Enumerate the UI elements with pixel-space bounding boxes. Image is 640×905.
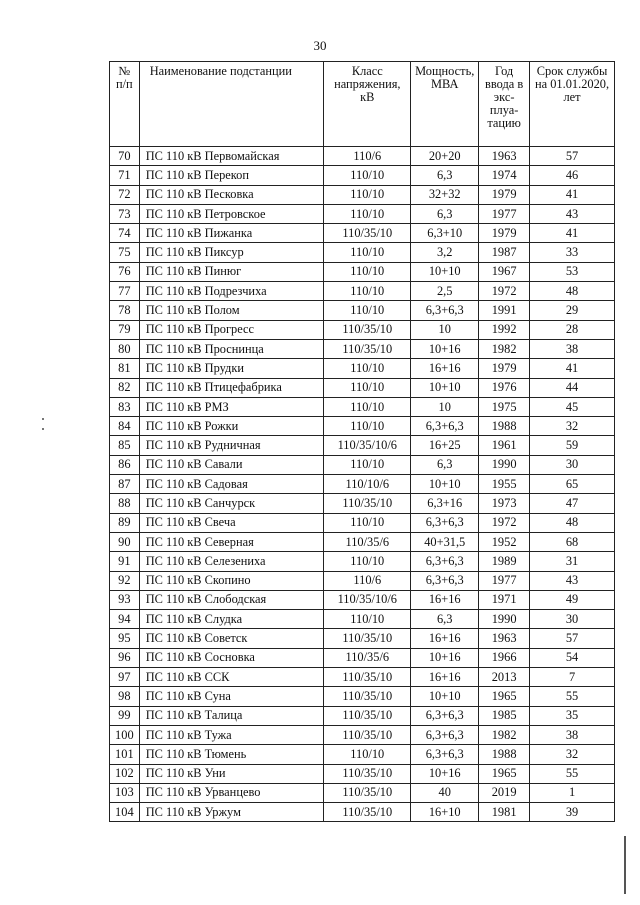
header-row [110,62,615,147]
table-row [110,417,615,436]
table-row [110,455,615,474]
table-row [110,378,615,397]
table-row [110,803,615,822]
service-life: 7 [530,668,615,687]
substation-table [109,61,615,822]
substation-name: ПС 110 кВ Тюмень [139,745,324,764]
commission-year: 1952 [479,532,530,551]
power-mva: 20+20 [411,147,479,166]
table-row [110,552,615,571]
service-life: 35 [530,706,615,725]
table-row [110,610,615,629]
voltage-class: 110/10 [324,513,411,532]
table-row [110,494,615,513]
commission-year: 1988 [479,745,530,764]
voltage-class: 110/10 [324,359,411,378]
voltage-class: 110/10 [324,166,411,185]
table-row [110,262,615,281]
row-number: 87 [110,475,140,494]
voltage-class: 110/10 [324,552,411,571]
row-number: 85 [110,436,140,455]
service-life: 30 [530,610,615,629]
service-life: 29 [530,301,615,320]
table-row [110,436,615,455]
power-mva: 6,3+6,3 [411,725,479,744]
row-number: 96 [110,648,140,667]
commission-year: 1971 [479,590,530,609]
row-number: 90 [110,532,140,551]
header-line: тацию [487,116,521,130]
service-life: 32 [530,745,615,764]
service-life: 53 [530,262,615,281]
substation-name: ПС 110 кВ Свеча [139,513,324,532]
voltage-class: 110/35/6 [324,648,411,667]
substation-name: ПС 110 кВ Урванцево [139,783,324,802]
row-number: 99 [110,706,140,725]
service-life: 41 [530,185,615,204]
service-life: 38 [530,725,615,744]
header-line: лет [563,90,581,104]
commission-year: 1979 [479,224,530,243]
service-life: 41 [530,224,615,243]
table-row [110,571,615,590]
power-mva: 10+10 [411,475,479,494]
power-mva: 40+31,5 [411,532,479,551]
power-mva: 16+16 [411,629,479,648]
power-mva: 6,3+6,3 [411,552,479,571]
substation-name: ПС 110 кВ Перекоп [139,166,324,185]
row-number: 94 [110,610,140,629]
header-line: МВА [431,77,459,91]
power-mva: 6,3 [411,166,479,185]
row-number: 75 [110,243,140,262]
commission-year: 1972 [479,282,530,301]
service-life: 44 [530,378,615,397]
table-row [110,590,615,609]
table-row [110,783,615,802]
substation-name: ПС 110 кВ Советск [139,629,324,648]
commission-year: 1955 [479,475,530,494]
service-life: 55 [530,687,615,706]
service-life: 57 [530,147,615,166]
power-mva: 40 [411,783,479,802]
header-voltage [324,62,411,147]
commission-year: 1979 [479,359,530,378]
voltage-class: 110/35/10 [324,629,411,648]
voltage-class: 110/35/10 [324,803,411,822]
voltage-class: 110/10/6 [324,475,411,494]
row-number: 82 [110,378,140,397]
row-number: 72 [110,185,140,204]
scan-dot [42,418,44,420]
voltage-class: 110/35/10 [324,725,411,744]
header-line: Год [495,64,514,78]
table-row [110,147,615,166]
commission-year: 1975 [479,397,530,416]
row-number: 89 [110,513,140,532]
service-life: 39 [530,803,615,822]
service-life: 45 [530,397,615,416]
power-mva: 3,2 [411,243,479,262]
commission-year: 1981 [479,803,530,822]
row-number: 73 [110,204,140,223]
commission-year: 1985 [479,706,530,725]
service-life: 48 [530,513,615,532]
table-row [110,359,615,378]
header-line: экс- [493,90,515,104]
commission-year: 1988 [479,417,530,436]
power-mva: 6,3 [411,610,479,629]
row-number: 83 [110,397,140,416]
header-line: Срок службы [536,64,608,78]
table-row [110,648,615,667]
substation-name: ПС 110 кВ Пижанка [139,224,324,243]
commission-year: 1977 [479,204,530,223]
row-number: 76 [110,262,140,281]
substation-name: ПС 110 кВ Скопино [139,571,324,590]
commission-year: 1973 [479,494,530,513]
header-line: ввода в [485,77,524,91]
power-mva: 6,3+6,3 [411,513,479,532]
row-number: 91 [110,552,140,571]
substation-name: ПС 110 кВ РМЗ [139,397,324,416]
substation-name: ПС 110 кВ Талица [139,706,324,725]
header-line: кВ [360,90,375,104]
voltage-class: 110/35/10 [324,494,411,513]
power-mva: 10 [411,320,479,339]
substation-name: ПС 110 кВ Прудки [139,359,324,378]
voltage-class: 110/6 [324,571,411,590]
power-mva: 16+16 [411,668,479,687]
row-number: 103 [110,783,140,802]
power-mva: 6,3+16 [411,494,479,513]
service-life: 68 [530,532,615,551]
voltage-class: 110/10 [324,417,411,436]
commission-year: 1982 [479,339,530,358]
service-life: 54 [530,648,615,667]
voltage-class: 110/10 [324,204,411,223]
substation-name: ПС 110 кВ Санчурск [139,494,324,513]
row-number: 104 [110,803,140,822]
power-mva: 6,3+6,3 [411,301,479,320]
table-row [110,532,615,551]
substation-name: ПС 110 кВ Суна [139,687,324,706]
power-mva: 10 [411,397,479,416]
power-mva: 6,3+6,3 [411,571,479,590]
power-mva: 16+10 [411,803,479,822]
commission-year: 1972 [479,513,530,532]
voltage-class: 110/10 [324,610,411,629]
substation-name: ПС 110 кВ Северная [139,532,324,551]
service-life: 38 [530,339,615,358]
commission-year: 2019 [479,783,530,802]
voltage-class: 110/10 [324,282,411,301]
commission-year: 1965 [479,764,530,783]
header-line: Класс [351,64,383,78]
voltage-class: 110/35/10 [324,339,411,358]
substation-name: ПС 110 кВ Рудничная [139,436,324,455]
table-row [110,397,615,416]
voltage-class: 110/6 [324,147,411,166]
row-number: 77 [110,282,140,301]
service-life: 57 [530,629,615,648]
table-row [110,764,615,783]
power-mva: 10+10 [411,262,479,281]
substation-name: ПС 110 кВ Проснинца [139,339,324,358]
row-number: 84 [110,417,140,436]
substation-name: ПС 110 кВ Петровское [139,204,324,223]
substation-name: ПС 110 кВ Слудка [139,610,324,629]
scan-mark [624,836,626,894]
table-row [110,706,615,725]
header-power [411,62,479,147]
row-number: 101 [110,745,140,764]
table-row [110,687,615,706]
substation-name: ПС 110 кВ Селезениха [139,552,324,571]
power-mva: 6,3+10 [411,224,479,243]
table-row [110,629,615,648]
table-row [110,185,615,204]
substation-name: ПС 110 кВ ССК [139,668,324,687]
header-name [139,62,324,147]
service-life: 1 [530,783,615,802]
voltage-class: 110/35/10 [324,764,411,783]
power-mva: 10+16 [411,339,479,358]
voltage-class: 110/35/10 [324,687,411,706]
power-mva: 6,3 [411,455,479,474]
power-mva: 10+10 [411,687,479,706]
commission-year: 1990 [479,455,530,474]
row-number: 79 [110,320,140,339]
voltage-class: 110/10 [324,243,411,262]
service-life: 31 [530,552,615,571]
substation-name: ПС 110 кВ Подрезчиха [139,282,324,301]
commission-year: 1989 [479,552,530,571]
row-number: 81 [110,359,140,378]
power-mva: 10+16 [411,648,479,667]
service-life: 46 [530,166,615,185]
substation-name: ПС 110 кВ Уни [139,764,324,783]
substation-name: ПС 110 кВ Пинюг [139,262,324,281]
page-number: 30 [313,38,327,53]
table-row [110,204,615,223]
voltage-class: 110/35/10 [324,668,411,687]
service-life: 65 [530,475,615,494]
commission-year: 1991 [479,301,530,320]
service-life: 48 [530,282,615,301]
commission-year: 1992 [479,320,530,339]
power-mva: 2,5 [411,282,479,301]
voltage-class: 110/35/10/6 [324,590,411,609]
substation-name: ПС 110 кВ Слободская [139,590,324,609]
header-line: Мощность, [415,64,475,78]
commission-year: 1990 [479,610,530,629]
commission-year: 1974 [479,166,530,185]
commission-year: 1976 [479,378,530,397]
row-number: 97 [110,668,140,687]
service-life: 32 [530,417,615,436]
row-number: 78 [110,301,140,320]
commission-year: 1967 [479,262,530,281]
commission-year: 1977 [479,571,530,590]
voltage-class: 110/10 [324,745,411,764]
substation-name: ПС 110 кВ Песковка [139,185,324,204]
commission-year: 1961 [479,436,530,455]
service-life: 41 [530,359,615,378]
power-mva: 32+32 [411,185,479,204]
voltage-class: 110/35/6 [324,532,411,551]
service-life: 30 [530,455,615,474]
commission-year: 1963 [479,629,530,648]
service-life: 43 [530,571,615,590]
power-mva: 6,3+6,3 [411,706,479,725]
table-row [110,339,615,358]
voltage-class: 110/35/10 [324,320,411,339]
commission-year: 1963 [479,147,530,166]
commission-year: 1966 [479,648,530,667]
table-body [110,147,615,822]
substation-name: ПС 110 кВ Полом [139,301,324,320]
power-mva: 16+16 [411,590,479,609]
header-line: напряжения, [334,77,401,91]
power-mva: 6,3+6,3 [411,417,479,436]
commission-year: 2013 [479,668,530,687]
voltage-class: 110/35/10 [324,783,411,802]
commission-year: 1965 [479,687,530,706]
header-line: на 01.01.2020, [535,77,610,91]
voltage-class: 110/10 [324,397,411,416]
service-life: 49 [530,590,615,609]
substation-name: ПС 110 кВ Тужа [139,725,324,744]
power-mva: 16+16 [411,359,479,378]
power-mva: 10+16 [411,764,479,783]
table-row [110,725,615,744]
voltage-class: 110/10 [324,185,411,204]
voltage-class: 110/35/10 [324,224,411,243]
service-life: 43 [530,204,615,223]
table-row [110,513,615,532]
scan-dot [42,428,44,430]
substation-name: ПС 110 кВ Птицефабрика [139,378,324,397]
header-line: Наименование подстанции [149,64,292,78]
power-mva: 6,3 [411,204,479,223]
row-number: 98 [110,687,140,706]
table-row [110,301,615,320]
substation-name: ПС 110 кВ Пиксур [139,243,324,262]
service-life: 59 [530,436,615,455]
power-mva: 6,3+6,3 [411,745,479,764]
service-life: 28 [530,320,615,339]
voltage-class: 110/10 [324,301,411,320]
row-number: 88 [110,494,140,513]
table-row [110,243,615,262]
row-number: 102 [110,764,140,783]
service-life: 47 [530,494,615,513]
service-life: 55 [530,764,615,783]
row-number: 92 [110,571,140,590]
row-number: 80 [110,339,140,358]
header-num [110,62,140,147]
substation-name: ПС 110 кВ Садовая [139,475,324,494]
row-number: 74 [110,224,140,243]
row-number: 71 [110,166,140,185]
substation-name: ПС 110 кВ Первомайская [139,147,324,166]
table-row [110,320,615,339]
substation-name: ПС 110 кВ Прогресс [139,320,324,339]
substation-name: ПС 110 кВ Рожки [139,417,324,436]
header-service [530,62,615,147]
voltage-class: 110/35/10/6 [324,436,411,455]
commission-year: 1982 [479,725,530,744]
header-line: № [118,64,131,78]
table-row [110,668,615,687]
power-mva: 10+10 [411,378,479,397]
table-row [110,282,615,301]
row-number: 86 [110,455,140,474]
table-row [110,475,615,494]
substation-name: ПС 110 кВ Уржум [139,803,324,822]
voltage-class: 110/10 [324,455,411,474]
row-number: 95 [110,629,140,648]
voltage-class: 110/10 [324,378,411,397]
table-row [110,166,615,185]
row-number: 93 [110,590,140,609]
header-line: п/п [115,77,133,91]
header-line: плуа- [489,103,519,117]
row-number: 100 [110,725,140,744]
voltage-class: 110/10 [324,262,411,281]
header-year [479,62,530,147]
row-number: 70 [110,147,140,166]
commission-year: 1987 [479,243,530,262]
service-life: 33 [530,243,615,262]
voltage-class: 110/35/10 [324,706,411,725]
table-row [110,745,615,764]
power-mva: 16+25 [411,436,479,455]
table-row [110,224,615,243]
substation-name: ПС 110 кВ Сосновка [139,648,324,667]
substation-name: ПС 110 кВ Савали [139,455,324,474]
commission-year: 1979 [479,185,530,204]
